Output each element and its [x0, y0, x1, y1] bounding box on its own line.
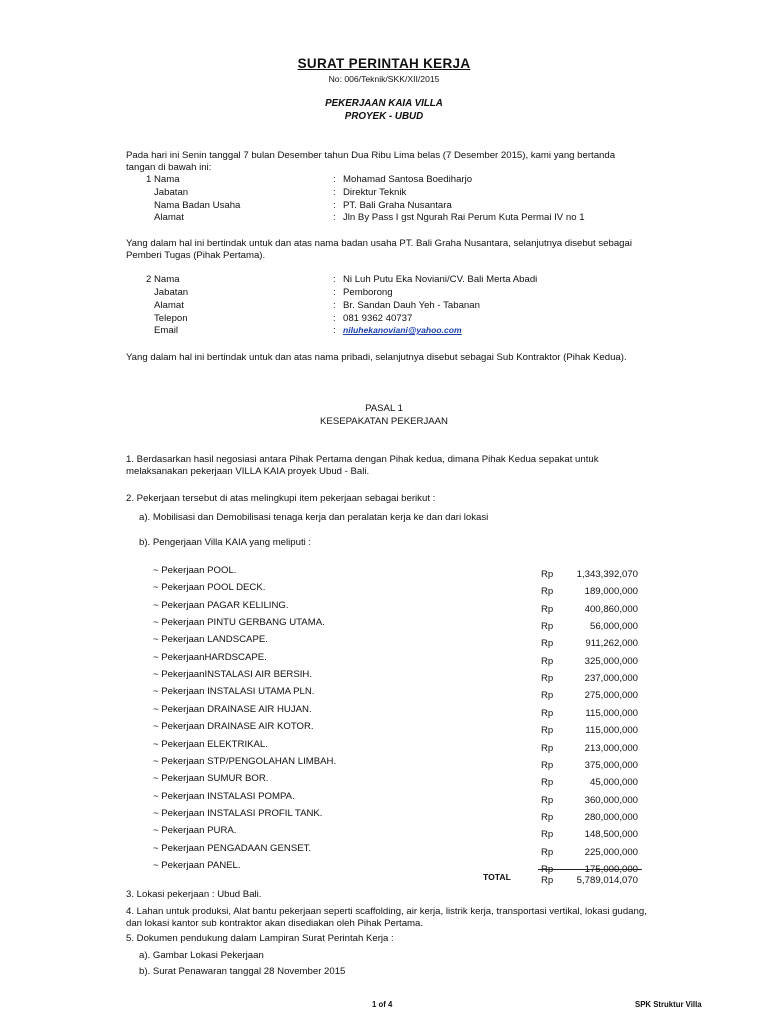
point-2a: a). Mobilisasi dan Demobilisasi tenaga kerja dan peralatan kerja ke dan dari lokasi — [139, 512, 489, 523]
work-item-amount: 225,000,000 — [584, 847, 638, 858]
party1-address-label: Alamat — [154, 212, 184, 223]
party2-phone-label: Telepon — [154, 313, 188, 324]
work-item-name: ~ Pekerjaan PAGAR KELILING. — [153, 600, 289, 611]
work-item-amount: 325,000,000 — [584, 656, 638, 667]
work-item-amount: 400,860,000 — [584, 604, 638, 615]
point-3: 3. Lokasi pekerjaan : Ubud Bali. — [126, 889, 262, 900]
work-item-amount: 1,343,392,070 — [576, 569, 638, 580]
intro-paragraph: Pada hari ini Senin tanggal 7 bulan Desember tahun Dua Ribu Lima belas (7 Desember 2015), kami yang bertanda tangan di bawah ini: — [126, 150, 616, 173]
work-item-currency: Rp — [541, 586, 554, 597]
project-subtitle: PEKERJAAN KAIA VILLA — [325, 98, 443, 109]
total-label: TOTAL — [483, 872, 511, 882]
party2-email-label: Email — [154, 325, 178, 336]
work-item-name: ~ Pekerjaan POOL DECK. — [153, 582, 266, 593]
colon: : — [333, 187, 336, 198]
work-item-name: ~ Pekerjaan INSTALASI POMPA. — [153, 791, 295, 802]
colon: : — [333, 300, 336, 311]
party1-company-label: Nama Badan Usaha — [154, 200, 241, 211]
work-item-amount: 45,000,000 — [589, 777, 638, 788]
party1-position-label: Jabatan — [154, 187, 189, 198]
document-title: SURAT PERINTAH KERJA — [297, 56, 471, 71]
party1-note: Yang dalam hal ini bertindak untuk dan atas nama badan usaha PT. Bali Graha Nusantara, selanjutnya disebut sebagai Pemberi Tugas (Pihak Pertama). — [126, 238, 632, 261]
total-amount: 5,789,014,070 — [576, 875, 638, 886]
work-item-currency: Rp — [541, 864, 554, 875]
footer-doc-name: SPK Struktur Villa — [635, 1000, 702, 1009]
work-item-currency: Rp — [541, 743, 554, 754]
work-item-name: ~ Pekerjaan STP/PENGOLAHAN LIMBAH. — [153, 756, 337, 767]
work-item-name: ~ Pekerjaan SUMUR BOR. — [153, 773, 269, 784]
work-item-amount: 237,000,000 — [584, 673, 638, 684]
point-5b: b). Surat Penawaran tanggal 28 November 2015 — [139, 966, 346, 977]
party2-name-label: 2 Nama — [146, 274, 180, 285]
work-item-amount: 115,000,000 — [585, 708, 638, 719]
colon: : — [333, 287, 336, 298]
document-number: No: 006/Teknik/SKK/XII/2015 — [328, 74, 440, 84]
work-item-currency: Rp — [541, 708, 554, 719]
work-item-currency: Rp — [541, 812, 554, 823]
work-item-name: ~ Pekerjaan PANEL. — [153, 860, 241, 871]
point-5a: a). Gambar Lokasi Pekerjaan — [139, 950, 264, 961]
work-item-currency: Rp — [541, 621, 554, 632]
work-item-currency: Rp — [541, 795, 554, 806]
point-5: 5. Dokumen pendukung dalam Lampiran Surat Perintah Kerja : — [126, 933, 394, 944]
work-item-currency: Rp — [541, 673, 554, 684]
party2-phone-value: 081 9362 40737 — [343, 313, 413, 324]
party2-email-link[interactable]: niluhekanoviani@yahoo.com — [343, 325, 462, 335]
work-item-name: ~ Pekerjaan POOL. — [153, 565, 237, 576]
work-item-amount: 375,000,000 — [584, 760, 638, 771]
colon: : — [333, 174, 336, 185]
work-item-name: ~ PekerjaanINSTALASI AIR BERSIH. — [153, 669, 312, 680]
colon: : — [333, 212, 336, 223]
project-location-subtitle: PROYEK - UBUD — [344, 111, 424, 122]
total-rule — [538, 869, 642, 870]
colon: : — [333, 200, 336, 211]
colon: : — [333, 325, 336, 336]
work-item-currency: Rp — [541, 777, 554, 788]
total-currency: Rp — [541, 875, 554, 886]
work-item-name: ~ Pekerjaan ELEKTRIKAL. — [153, 739, 268, 750]
work-item-amount: 175,000,000 — [584, 864, 638, 875]
point-2: 2. Pekerjaan tersebut di atas melingkupi item pekerjaan sebagai berikut : — [126, 493, 436, 504]
party2-note: Yang dalam hal ini bertindak untuk dan atas nama pribadi, selanjutnya disebut sebagai Sub Kontraktor (Pihak Kedua). — [126, 352, 627, 363]
work-item-currency: Rp — [541, 829, 554, 840]
party2-name-value: Ni Luh Putu Eka Noviani/CV. Bali Merta Abadi — [343, 274, 538, 285]
party1-position-value: Direktur Teknik — [343, 187, 407, 198]
party1-name-label: 1 Nama — [146, 174, 180, 185]
colon: : — [333, 313, 336, 324]
work-item-name: ~ Pekerjaan INSTALASI PROFIL TANK. — [153, 808, 323, 819]
party1-name-value: Mohamad Santosa Boediharjo — [343, 174, 473, 185]
work-item-currency: Rp — [541, 760, 554, 771]
point-2b: b). Pengerjaan Villa KAIA yang meliputi : — [139, 537, 312, 548]
work-item-amount: 213,000,000 — [584, 743, 638, 754]
work-item-name: ~ Pekerjaan PINTU GERBANG UTAMA. — [153, 617, 325, 628]
party2-position-label: Jabatan — [154, 287, 189, 298]
work-item-amount: 275,000,000 — [584, 690, 638, 701]
work-item-currency: Rp — [541, 638, 554, 649]
work-item-amount: 911,262,000 — [585, 638, 638, 649]
party2-address-value: Br. Sandan Dauh Yeh - Tabanan — [343, 300, 480, 311]
work-item-name: ~ Pekerjaan PURA. — [153, 825, 237, 836]
page-number: 1 of 4 — [372, 1000, 393, 1009]
work-item-name: ~ PekerjaanHARDSCAPE. — [153, 652, 267, 663]
party1-address-value: Jln By Pass I gst Ngurah Rai Perum Kuta Permai IV no 1 — [343, 212, 585, 223]
pasal-heading: KESEPAKATAN PEKERJAAN — [320, 416, 448, 427]
work-item-amount: 56,000,000 — [589, 621, 638, 632]
colon: : — [333, 274, 336, 285]
work-item-currency: Rp — [541, 569, 554, 580]
work-item-name: ~ Pekerjaan DRAINASE AIR KOTOR. — [153, 721, 314, 732]
work-item-amount: 148,500,000 — [584, 829, 638, 840]
work-item-currency: Rp — [541, 656, 554, 667]
party2-position-value: Pemborong — [343, 287, 393, 298]
work-item-currency: Rp — [541, 847, 554, 858]
work-item-currency: Rp — [541, 690, 554, 701]
work-item-amount: 189,000,000 — [584, 586, 638, 597]
point-4: 4. Lahan untuk produksi, Alat bantu pekerjaan seperti scaffolding, air kerja, listrik kerja, transportasi vertikal, lokasi gudang, dan lokasi kantor sub kontraktor akan disediakan oleh Pihak Pertama. — [126, 906, 647, 929]
work-item-amount: 115,000,000 — [585, 725, 638, 736]
party1-company-value: PT. Bali Graha Nusantara — [343, 200, 452, 211]
pasal-number: PASAL 1 — [365, 403, 403, 414]
party2-address-label: Alamat — [154, 300, 184, 311]
work-item-name: ~ Pekerjaan LANDSCAPE. — [153, 634, 268, 645]
work-item-currency: Rp — [541, 725, 554, 736]
work-item-currency: Rp — [541, 604, 554, 615]
work-item-amount: 360,000,000 — [584, 795, 638, 806]
work-item-amount: 280,000,000 — [584, 812, 638, 823]
work-item-name: ~ Pekerjaan DRAINASE AIR HUJAN. — [153, 704, 312, 715]
work-item-name: ~ Pekerjaan INSTALASI UTAMA PLN. — [153, 686, 315, 697]
work-item-name: ~ Pekerjaan PENGADAAN GENSET. — [153, 843, 312, 854]
point-1: 1. Berdasarkan hasil negosiasi antara Pihak Pertama dengan Pihak kedua, dimana Pihak Kedua sepakat untuk melaksanakan pekerjaan VILLA KAIA proyek Ubud - Bali. — [126, 454, 599, 477]
